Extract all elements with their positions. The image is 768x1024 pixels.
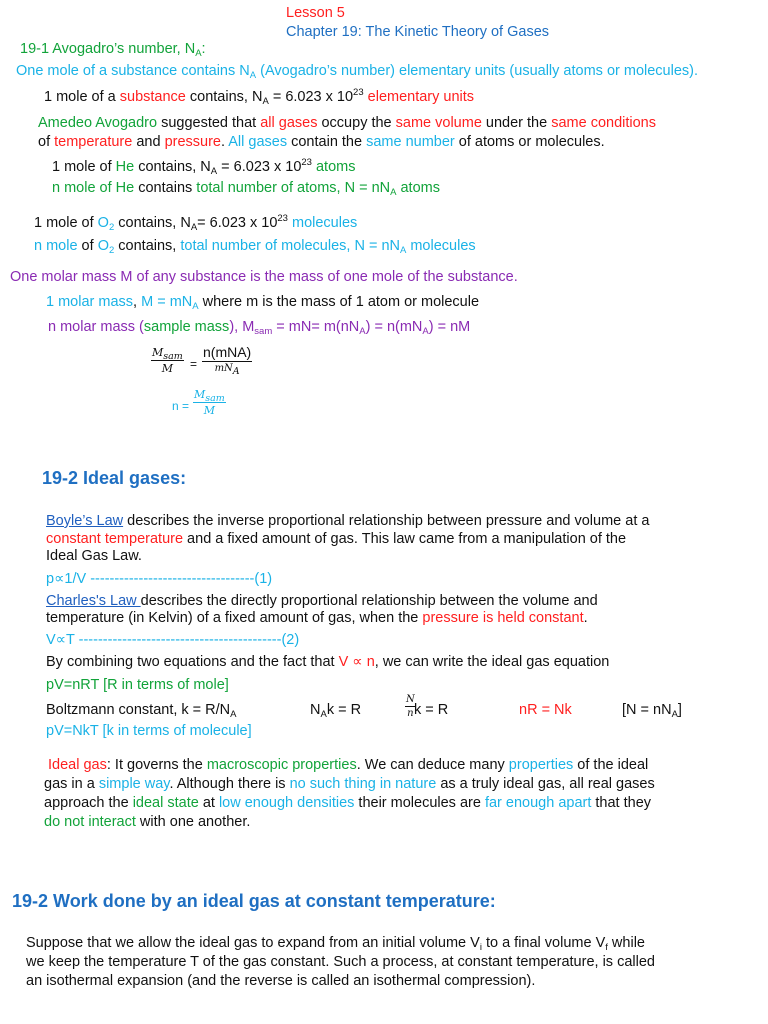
n-equals-nna: $[N = nN_A]$: [622, 702, 682, 720]
he-one-mole-line: 1 mole of He contains, $N_A = 6.023$ x $10^{23}$ atoms: [52, 157, 356, 177]
boyle-line-3: Ideal Gas Law.: [46, 548, 142, 564]
chapter-title: Chapter 19: The Kinetic Theory of Gases: [286, 24, 550, 40]
fraction-n-over-n: $\frac{N}{n}$: [406, 694, 415, 719]
avogadro-definition: One mole of a substance contains $N_A$ (Avogadro’s number) elementary units (usually atoms or molecules).: [16, 63, 698, 81]
nr-equals-nk: nR = Nk: [519, 702, 572, 718]
mole-substance-line: 1 mole of a substance contains, $N_A = 6.023$ x $10^{23}$ elementary units: [44, 87, 475, 107]
boyle-law-link[interactable]: Boyle’s Law: [46, 513, 124, 529]
lesson-label: Lesson 5: [286, 5, 345, 21]
ideal-gas-equation-molecule: pV=NkT [k in terms of molecule]: [46, 723, 252, 739]
work-line-1: Suppose that we allow the ideal gas to expand from an initial volume $V_i$ to a final volume $V_f$ while: [26, 935, 645, 953]
molar-mass-line: 1 molar mass, $M = mN_A$ where m is the mass of 1 atom or molecule: [46, 294, 480, 312]
boyle-line-2: constant temperature and a fixed amount of gas. This law came from a manipulation of the: [46, 531, 627, 547]
o2-n-mole-line: n mole of $O_2$ contains, total number of molecules, $N = nN_A$ molecules: [34, 238, 476, 256]
section-19-2-title: 19-2 Ideal gases:: [42, 468, 187, 488]
avogadro-hypothesis-line-1: Amedeo Avogadro suggested that all gases occupy the same volume under the same conditions: [38, 115, 656, 131]
ideal-gas-line-4: do not interact with one another.: [44, 814, 251, 830]
fraction-n-equals-msam-over-m: $M_{sam}$ M: [194, 388, 225, 417]
fraction-msam-over-m: $M_{sam}$ M: [152, 346, 183, 375]
n-equals-label: n =: [172, 399, 190, 413]
charles-line-1: Charles's Law describes the directly proportional relationship between the volume and: [46, 593, 598, 609]
section-19-1-title: 19-1 Avogadro’s number, $N_A$:: [20, 41, 206, 59]
ideal-gas-equation-mole: pV=nRT [R in terms of mole]: [46, 677, 229, 693]
o2-one-mole-line: 1 mole of $O_2$ contains, $N_A= 6.023$ x $10^{23}$ molecules: [34, 213, 358, 233]
charles-line-2: temperature (in Kelvin) of a fixed amount of gas, when the pressure is held constant.: [46, 610, 588, 626]
charles-law-link[interactable]: Charles's Law: [46, 593, 141, 609]
ideal-gas-line-2: gas in a simple way. Although there is no such thing in nature as a truly ideal gas, all real gases: [44, 776, 655, 792]
molar-mass-definition: One molar mass M of any substance is the mass of one mole of the substance.: [10, 269, 518, 285]
equation-2: V∝T ------------------------------------------(2): [46, 632, 300, 648]
avogadro-hypothesis-line-2: of temperature and pressure. All gases contain the same number of atoms or molecules.: [38, 134, 605, 150]
combine-line: By combining two equations and the fact that V ∝ n, we can write the ideal gas equation: [46, 654, 610, 670]
nak-equals-r: $N_Ak = R$: [310, 702, 362, 720]
n-over-n-k-equals-r: k = R: [414, 702, 449, 718]
boyle-line-1: Boyle’s Law describes the inverse proportional relationship between pressure and volume at a: [46, 513, 650, 529]
work-line-2: we keep the temperature T of the gas constant. Such a process, at constant temperature, is called: [26, 954, 655, 970]
equation-1: p∝1/V ----------------------------------(1): [46, 571, 273, 587]
ideal-gas-line-1: Ideal gas: It governs the macroscopic properties. We can deduce many properties of the ideal: [48, 757, 649, 773]
fraction-n-mna-over-mna: n(mNA) $mN_A$: [203, 344, 252, 377]
boltzmann-constant: Boltzmann constant, $k = R/N_A$: [46, 702, 237, 720]
fraction-equals: =: [190, 357, 198, 371]
ideal-gas-line-3: approach the ideal state at low enough densities their molecules are far enough apart that they: [44, 795, 652, 811]
section-work-done-title: 19-2 Work done by an ideal gas at constant temperature:: [12, 891, 496, 911]
sample-mass-line: n molar mass (sample mass), $M_{sam} = mN= m(nN_A) = n(mN_A)$ = nM: [48, 319, 471, 337]
he-n-mole-line: n mole of He contains total number of atoms, $N = nN_A$ atoms: [52, 180, 440, 198]
work-line-3: an isothermal expansion (and the reverse is called an isothermal compression).: [26, 973, 536, 989]
